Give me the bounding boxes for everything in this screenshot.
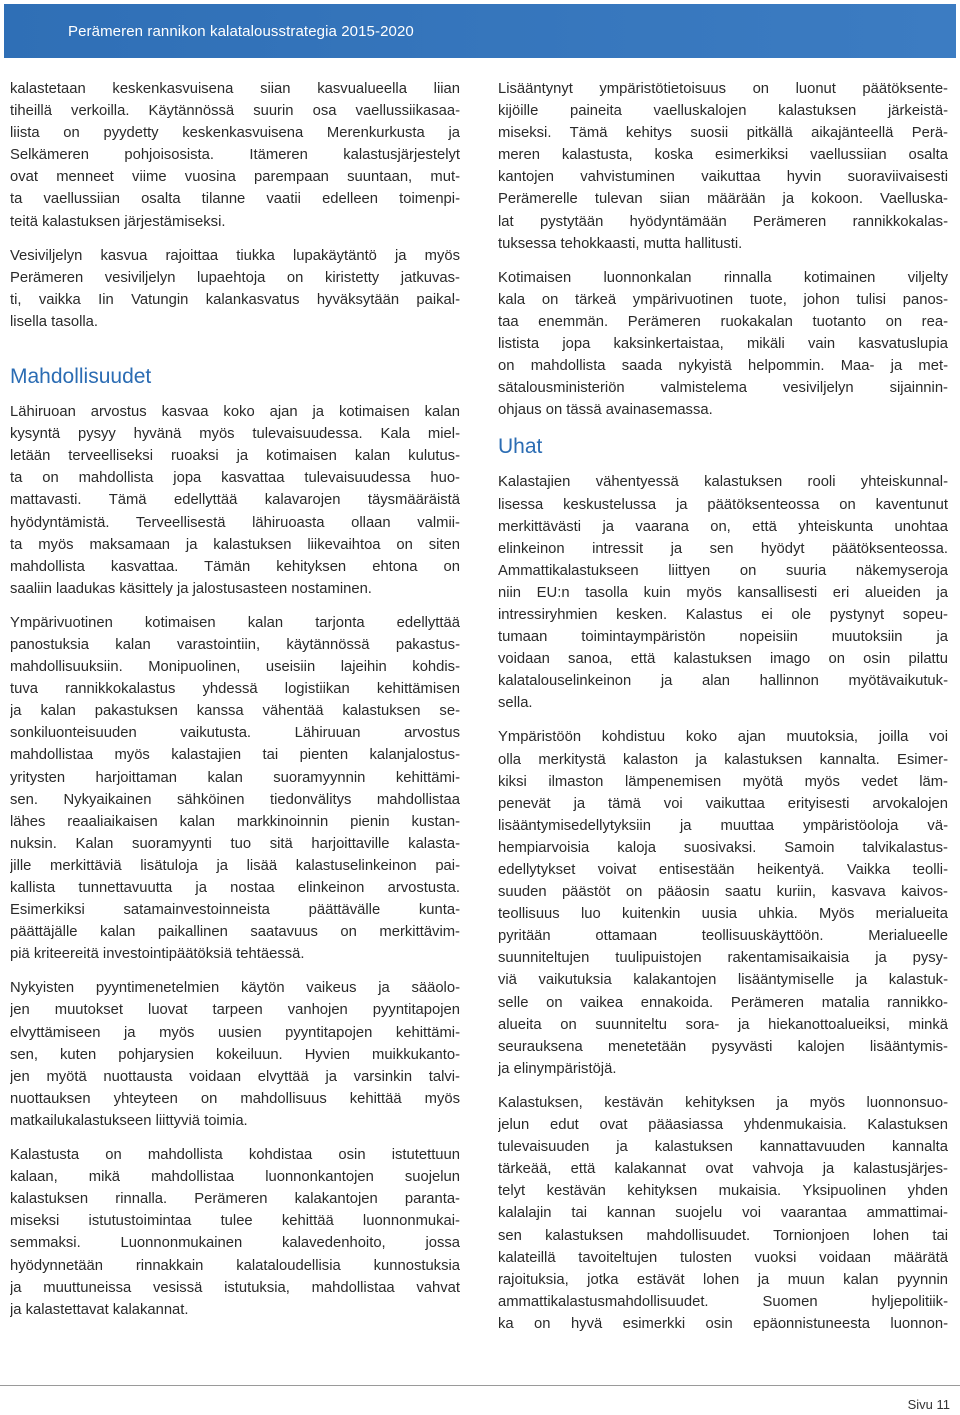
text-line: nuksin. Kalan suoramyynti tuo sitä harjoittaville kalasta- (10, 835, 460, 852)
text-line: hyödynnetään rinnakkain kalataloudellisia kunnostuksia (10, 1257, 460, 1274)
text-line: lisella tasolla. (10, 313, 99, 330)
text-line: Selkämeren pohjoisosista. Itämeren kalastusjärjestelyt (10, 147, 460, 164)
text-line: ohjaus on tässä avainasemassa. (498, 402, 713, 419)
text-line: kalatalouselinkeinon ja alan hallinnon myötävaikutuk- (498, 673, 948, 690)
text-line: matkailukalastukseen liittyviä toimia. (10, 1112, 248, 1129)
text-line: lat pystytään hyödyntämään Perämeren rannikkokalas- (498, 213, 948, 230)
text-line: ti, vaikka Iin Vatungin kalankasvatus hyväksytään paikal- (10, 291, 460, 308)
text-line: Lähiruoan arvostus kasvaa koko ajan ja kotimaisen kalan (10, 404, 460, 421)
text-line: päättäjälle kalan paikallinen saatavuus on merkittävim- (10, 924, 460, 941)
left-column (10, 78, 460, 1333)
text-line: sen. Nykyaikainen sähköinen tiedonvälitys mahdollistaa (10, 791, 460, 808)
text-line: tulevaisuuden ja kalastuksen kannattavuuden kannalta (498, 1139, 948, 1156)
section-heading: Mahdollisuudet (10, 365, 152, 389)
text-line: miseksi. Tämä kehitys suosii pitkällä aikajänteellä Perä- (498, 125, 948, 142)
text-line: Nykyisten pyyntimenetelmien käytön vaikeus ja sääolo- (10, 980, 460, 997)
text-line: jelun edut ovat pääasiassa yhdenmukaisia. Kalastuksen (498, 1117, 948, 1134)
paragraph (10, 1144, 460, 1321)
text-line: semmaksi. Luonnonmukainen kalavedenhoito, jossa (10, 1235, 460, 1252)
text-line: lisessa keskustelussa ja päätöksenteossa on kaventunut (498, 496, 948, 513)
text-line: taa enemmän. Perämeren ruokakalan tuotanto on rea- (498, 313, 948, 330)
text-line: olla merkitystä kalaston ja kalastuksen kannalta. Esimer- (498, 751, 948, 768)
text-line: piä kriteereitä investointipäätöksiä tehtäessä. (10, 946, 305, 963)
text-line: ta myös maksamaan ja kalastuksen liikevaihtoa on siten (10, 536, 460, 553)
text-line: mahdollista kasvattaa. Tämän kehityksen ehtona on (10, 558, 460, 575)
text-line: ka on hyvä esimerkki osin epäonnistuneesta luonnon- (498, 1315, 948, 1332)
text-line: miseksi istutustoimintaa tulee kehittää luonnonmukai- (10, 1213, 460, 1230)
text-line: kalateillä tavoiteltujen tulosten vuoksi voidaan määrätä (498, 1249, 948, 1266)
text-line: selle on vaikea ennakoida. Perämeren matalia rannikko- (498, 994, 948, 1011)
text-line: mahdollistaa myös kalastajien tai pienten kalanjalostus- (10, 747, 460, 764)
paragraph (10, 401, 460, 600)
text-line: seurauksena menetetään pysyvästi kalojen lisääntymis- (498, 1038, 948, 1055)
right-column (498, 78, 948, 1347)
text-line: kalastuksen rinnalla. Perämeren kalakantojen paranta- (10, 1191, 460, 1208)
text-line: merkittävästi ja vaarana on, että yhteiskunta unohtaa (498, 518, 948, 535)
text-line: Esimerkiksi satamainvestoinneista päättävälle kunta- (10, 902, 460, 919)
text-line: on mahdollista saada nykyistä helpommin. Maa- ja met- (498, 358, 948, 375)
text-line: hempiarvoisia kaloja suosivaksi. Samoin talvikalastus- (498, 839, 948, 856)
paragraph (498, 471, 948, 714)
text-line: saaliin laadukas käsittely ja jalostusasteen nostaminen. (10, 580, 372, 597)
text-line: kalaan, mikä mahdollistaa luonnonkantojen suojelun (10, 1169, 460, 1186)
text-line: lähes reaaliaikaisen kalan markkinoinnin pienin kustan- (10, 813, 460, 830)
text-line: kantojen vahvistuminen vaikuttaa hyvin suoraviivaisesti (498, 169, 948, 186)
text-line: ammattikalastusmahdollisuudet. Suomen hyljepolitiik- (498, 1293, 948, 1310)
text-line: voidaan sanoa, että kalastuksen imago on osin pilattu (498, 651, 948, 668)
text-line: tuva rannikkokalastus yhdessä logistiikan kehittämisen (10, 681, 460, 698)
text-line: Perämerelle tulevan siian määrään ja kokoon. Vaelluska- (498, 191, 948, 208)
text-line: panostuksia kalan varastointiin, käytännössä pakastus- (10, 636, 460, 653)
text-line: suuden päästöt on pääosin saatu kuriin, kasvava kaivos- (498, 884, 948, 901)
page-number: Sivu 11 (907, 1397, 950, 1412)
text-line: sen kalastuksen mahdollisuudet. Tornionjoen lohen tai (498, 1227, 948, 1244)
text-line: niin EU:n tasolla kuin myös kansallisesti eri alueiden ja (498, 584, 948, 601)
paragraph (498, 78, 948, 255)
section-heading: Uhat (498, 435, 543, 459)
text-line: teitä kalastuksen järjestämiseksi. (10, 213, 226, 230)
text-line: kijöille paineita vaelluskalojen kalastuksen järkeistä- (498, 103, 948, 120)
text-line: lisääntymisedellytyksiin ja muuttaa ympäristöoloja vä- (498, 817, 948, 834)
paragraph (10, 245, 460, 333)
text-line: teollisuus luo kuitenkin uusia uhkia. Myös merialueita (498, 906, 948, 923)
paragraph (10, 977, 460, 1132)
text-line: nuottauksen yhteyteen on mahdollisuus kehittää myös (10, 1090, 460, 1107)
text-line: ta on mahdollista jopa kasvattaa tulevaisuudessa huo- (10, 470, 460, 487)
text-line: liista on pyydetty keskenkasvuisena Merenkurkusta ja (10, 125, 460, 142)
text-line: tiheillä verkoilla. Käytännössä suurin osa vaellussiikasaa- (10, 103, 460, 120)
text-line: mattavasti. Tämä edellyttää kalavarojen täysmääräistä (10, 492, 460, 509)
text-line: pyritään ottamaan teollisuuskäyttöön. Merialueelle (498, 928, 948, 945)
text-line: Lisääntynyt ympäristötietoisuus on luonut päätöksente- (498, 81, 948, 97)
text-line: Ammattikalastukseen liittyen on suuria näkemyseroja (498, 562, 948, 579)
text-line: elinkeinon intressit ja sen hyödyt päätöksenteossa. (498, 540, 948, 557)
text-line: kiksi ilmaston lämpenemisen myötä myös vedet läm- (498, 773, 948, 790)
text-line: Kalastajien vähentyessä kalastuksen rooli yhteiskunnal- (498, 474, 948, 491)
text-line: hyödyntämistä. Terveellisestä lähiruoasta ollaan valmii- (10, 514, 460, 531)
text-line: Kalastusta on mahdollista kohdistaa osin istutettuun (10, 1147, 460, 1164)
text-line: sen, kuten pohjarysien kokeiluun. Hyvien muikkukanto- (10, 1046, 460, 1063)
text-line: Perämeren vesiviljelyn lupaehtoja on kiristetty jatkuvas- (10, 269, 460, 286)
text-line: sella. (498, 695, 533, 712)
text-line: ovat menneet viime vuosina parempaan suuntaan, mut- (10, 169, 460, 186)
page-header (4, 4, 956, 58)
footer-divider (0, 1385, 960, 1386)
text-line: Vesiviljelyn kasvua rajoittaa tiukka lupakäytäntö ja myös (10, 247, 460, 264)
text-line: tuksessa tehokkaasti, mutta hallitusti. (498, 235, 743, 252)
text-line: elvyttämiseen ja myös uusien pyyntitapojen kehittämi- (10, 1024, 460, 1041)
text-line: jen myötä nuottausta voidaan elvyttää ja varsinkin talvi- (10, 1068, 460, 1085)
text-line: tumaan toimintaympäristön nopeisiin muutoksiin ja (498, 629, 948, 646)
paragraph (10, 78, 460, 233)
text-line: listista jopa kaksinkertaistaa, mikäli vain kasvatuslupia (498, 336, 948, 353)
text-line: kysyntä pysyy hyvänä myös tulevaisuudessa. Kala miel- (10, 426, 460, 443)
text-line: kala on tärkeä ympärivuotinen tuote, johon tulisi panos- (498, 291, 948, 308)
text-line: rajoituksia, jotka estävät lohen ja muun kalan pyynnin (498, 1271, 948, 1288)
text-line: ja kalastettavat kalakannat. (10, 1301, 189, 1318)
text-line: letään terveelliseksi ruoaksi ja kotimaisen kalan kulutus- (10, 448, 460, 465)
text-line: alueita on suunniteltu sora- ja hiekanottoalueiksi, minkä (498, 1016, 948, 1033)
text-line: Kalastuksen, kestävän kehityksen ja myös luonnonsuo- (498, 1094, 948, 1111)
text-line: tärkeää, että kalakannat ovat vahvoja ja kalastusjärjes- (498, 1161, 948, 1178)
paragraph (498, 726, 948, 1080)
text-line: ja elinympäristöjä. (498, 1060, 617, 1077)
text-line: ta vaellussiian osalta tilanne vaatii edelleen toimenpi- (10, 191, 460, 208)
text-line: kallista tunnettavuutta ja nostaa elinkeinon arvostusta. (10, 880, 460, 896)
paragraph (498, 267, 948, 422)
paragraph (10, 612, 460, 966)
text-line: Ympäristöön kohdistuu koko ajan muutoksia, joilla voi (498, 729, 948, 746)
text-line: ja muuttuneissa vesissä istutuksia, mahdollistaa vahvat (10, 1279, 460, 1296)
text-line: suunniteltujen tuulipuistojen rakentamisaikaisia ja pysy- (498, 950, 948, 967)
paragraph (498, 1092, 948, 1335)
text-line: kalastetaan keskenkasvuisena siian kasvualueella liian (10, 81, 460, 97)
text-line: sonkiluonteisuuden vaikutusta. Lähiruuan arvostus (10, 725, 460, 742)
text-line: Ympärivuotinen kotimaisen kalan tarjonta edellyttää (10, 614, 460, 631)
text-line: intressiryhmien kesken. Kalastus ei ole pystynyt sopeu- (498, 606, 948, 623)
text-line: ja kalan pakastuksen kanssa vähentää kalastuksen se- (10, 703, 460, 720)
text-line: sätalousministeriön valmistelema vesiviljelyn sijainnin- (498, 380, 948, 397)
text-line: jille merkittäviä lisätuloja ja lisää kalastuselinkeinon pai- (10, 857, 460, 874)
text-line: jen muutokset luovat tarpeen vanhojen pyyntitapojen (10, 1002, 460, 1019)
text-line: Kotimaisen luonnonkalan rinnalla kotimainen viljelty (498, 269, 948, 286)
text-line: meren kalastusta, koska esimerkiksi vaellussiian osalta (498, 147, 948, 164)
text-line: kalalajin tai kannan suojelu voi vaarantaa ammattimai- (498, 1205, 948, 1222)
document-title: Perämeren rannikon kalatalousstrategia 2015-2020 (68, 22, 414, 40)
text-line: viä vaikutuksia kalakantojen lisääntymiselle ja kalastuk- (498, 972, 948, 989)
text-line: penevät ja tämä voi vaikuttaa erityisesti arvokalojen (498, 795, 948, 812)
text-line: yritysten harjoittaman kalan suoramyynnin kehittämi- (10, 769, 460, 786)
text-line: edellytykset voivat entisestään heikentyä. Vaikka teolli- (498, 862, 948, 878)
text-line: telyt kestävän kehityksen mukaisia. Yksipuolinen yhden (498, 1183, 948, 1200)
text-line: mahdollisuuksiin. Monipuolinen, useisiin lajeihin kohdis- (10, 659, 460, 676)
